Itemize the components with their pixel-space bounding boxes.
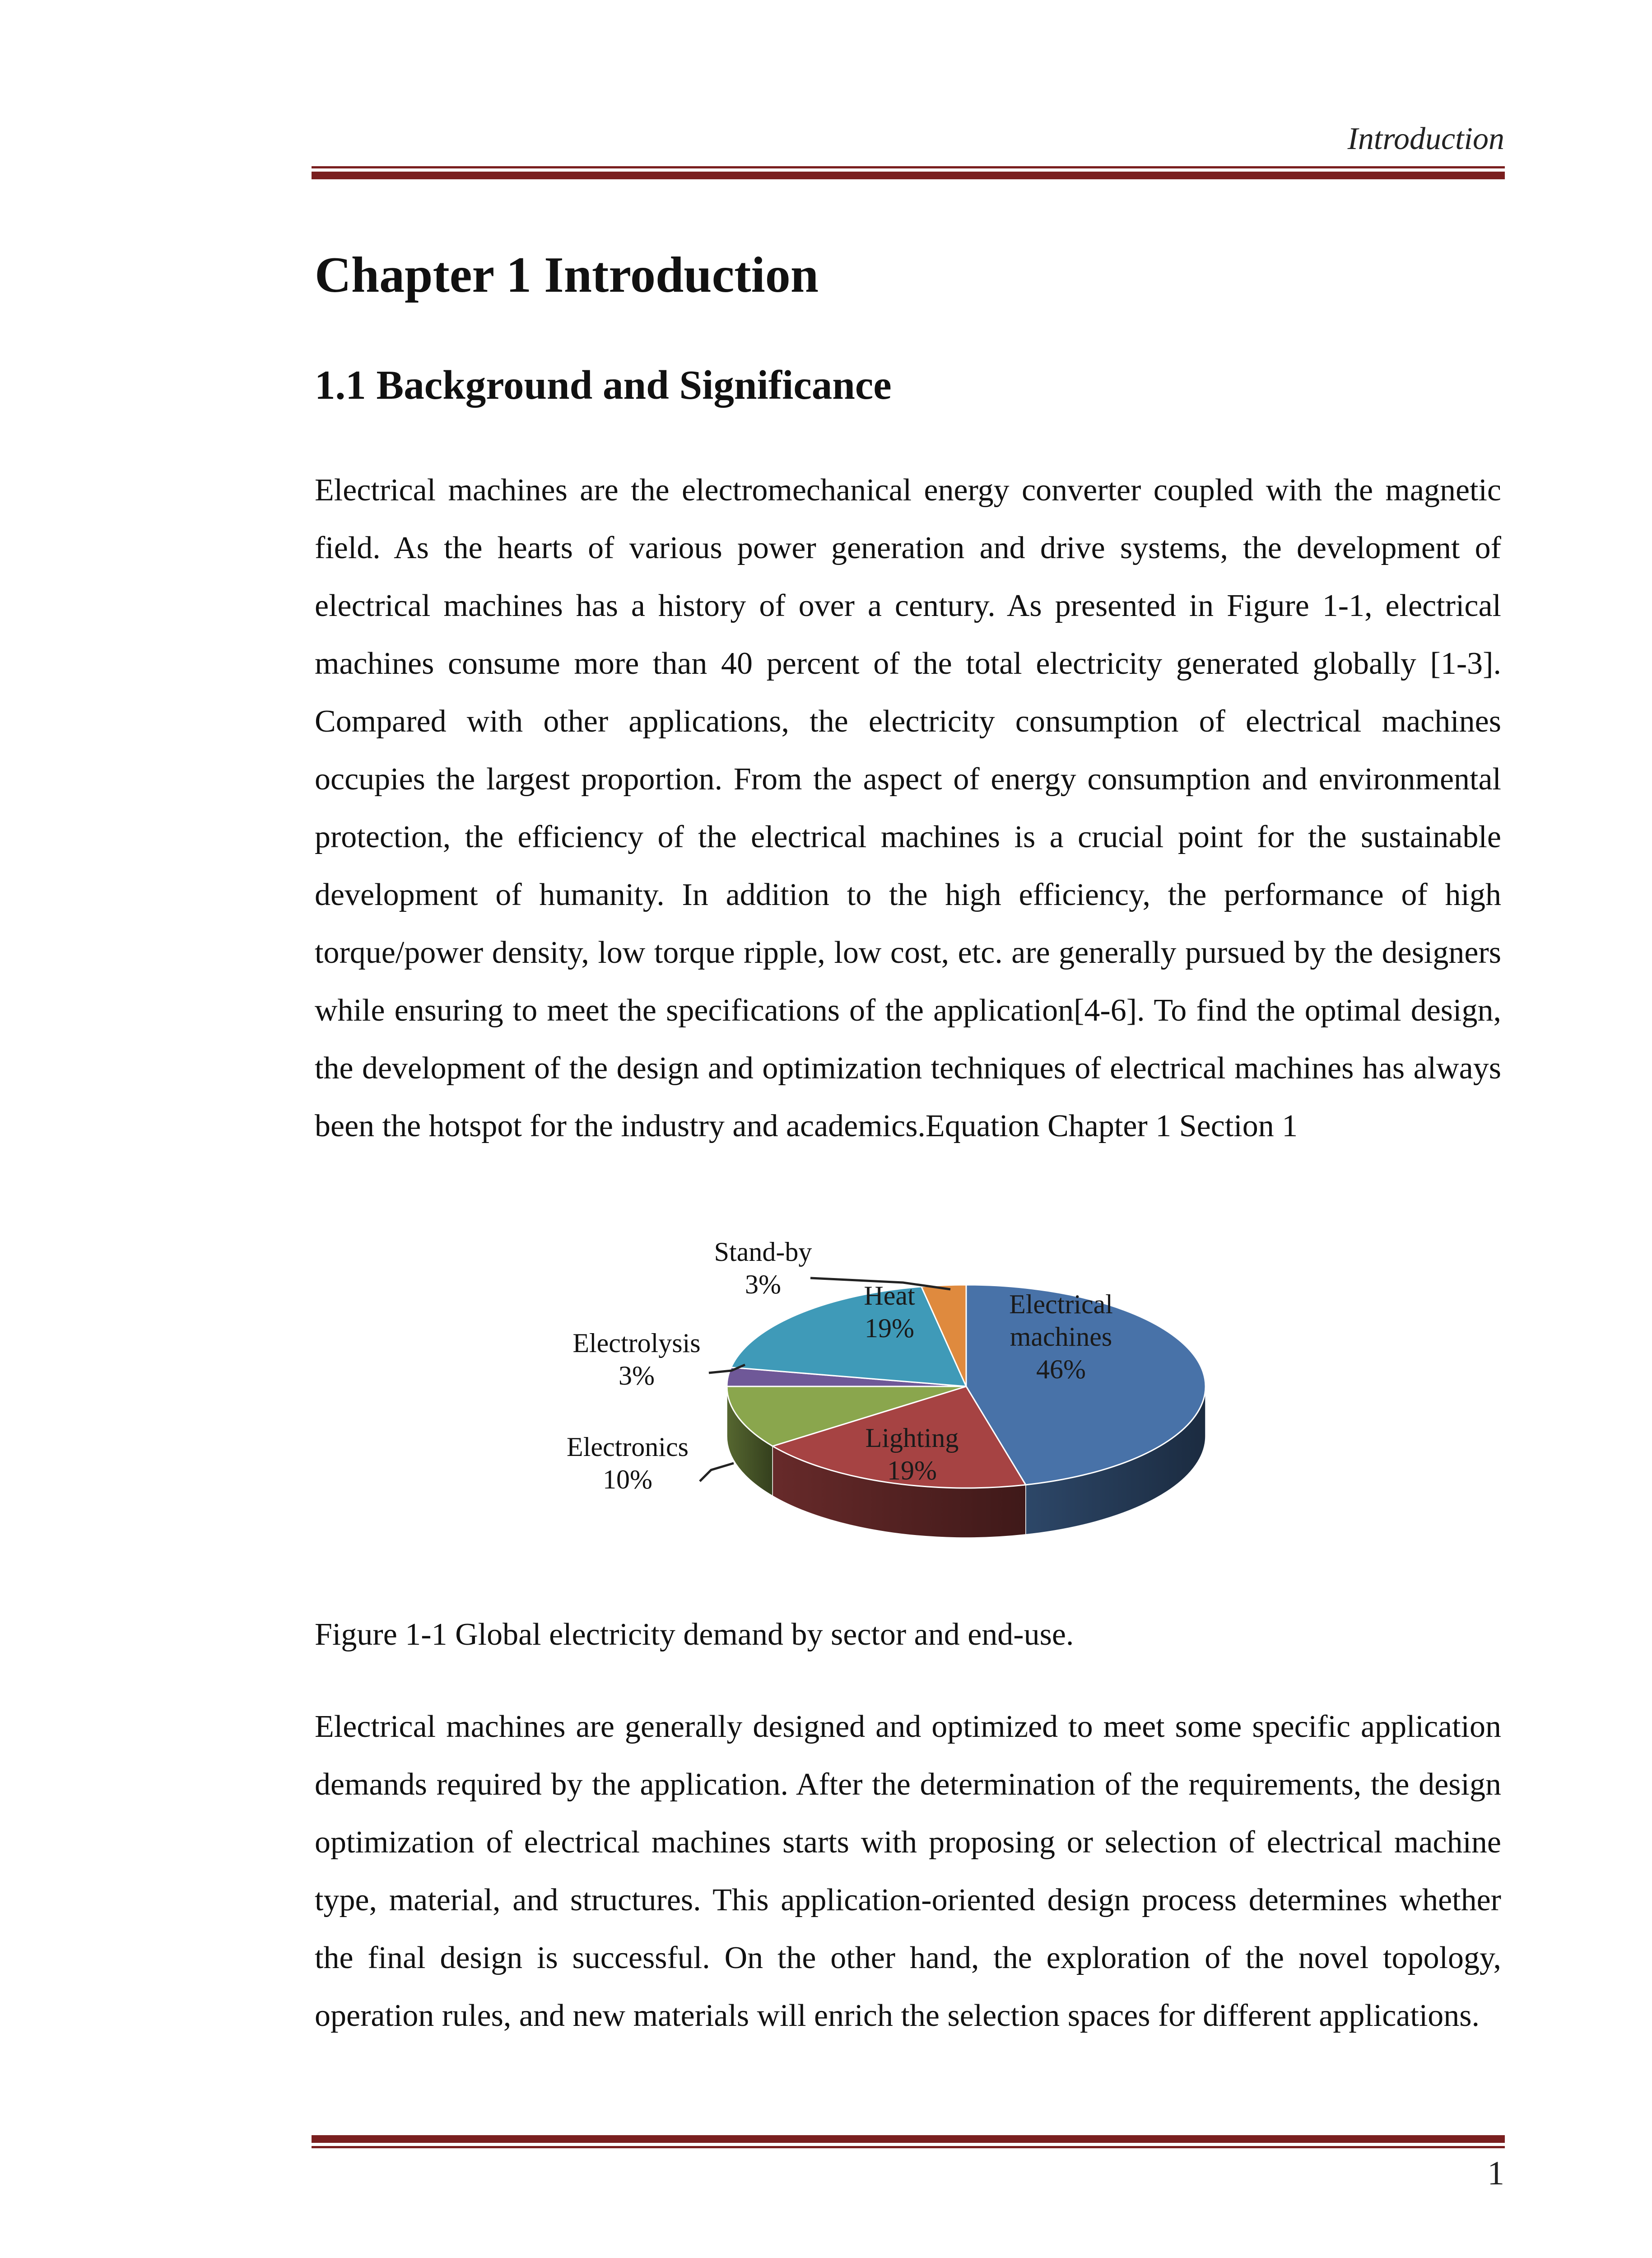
body-paragraph: Electrical machines are generally designed and optimized to meet some specific application demands required by the application. After the determination of the requirements, the design optimization of electrical machines starts with proposing or selection of electrical machine type, material, and structures. This application-oriented design process determines whether the final design is successful. On the other hand, the exploration of the novel topology, operation rules, and new materials will enrich the selection spaces for different applications. xyxy=(315,1709,1501,2033)
pie-slice-label: Electronics 10% xyxy=(567,1432,689,1494)
footer-rule xyxy=(312,2135,1505,2148)
pie-slice-label: Heat 19% xyxy=(864,1281,915,1343)
pie-leader-line xyxy=(700,1463,734,1481)
running-header: Introduction xyxy=(1347,121,1504,156)
chapter-title: Chapter 1 Introduction xyxy=(315,247,819,303)
section-title: 1.1 Background and Significance xyxy=(315,362,892,408)
page-number: 1 xyxy=(1487,2155,1504,2192)
pie-slice-label: Lighting 19% xyxy=(865,1423,959,1485)
figure-caption: Figure 1-1 Global electricity demand by sector and end-use. xyxy=(315,1617,1074,1652)
pie-slice-label: Electrical machines 46% xyxy=(1009,1289,1113,1384)
pie-chart xyxy=(533,1237,1255,1599)
pie-slice-label: Electrolysis 3% xyxy=(572,1328,701,1390)
header-rule xyxy=(312,166,1505,179)
pie-slice-label: Stand-by 3% xyxy=(714,1237,812,1299)
body-paragraph: Electrical machines are the electromechanical energy converter coupled with the magnetic field. As the hearts of various power generation and drive systems, the development of electrical machines has a history of over a century. As presented in Figure 1-1, electrical machines consume more than 40 percent of the total electricity generated globally [1-3]. Compared with other applications, the electricity consumption of electrical machines occupies the largest proportion. From the aspect of energy consumption and environmental protection, the efficiency of the electrical machines is a crucial point for the sustainable development of humanity. In addition to the high efficiency, the performance of high torque/power density, low torque ripple, low cost, etc. are generally pursued by the designers while ensuring to meet the specifications of the application[4-6]. To find the optimal design, the development of the design and optimization techniques of electrical machines has always been the hotspot for the industry and academics.Equation Chapter 1 Section 1 xyxy=(315,473,1501,1143)
